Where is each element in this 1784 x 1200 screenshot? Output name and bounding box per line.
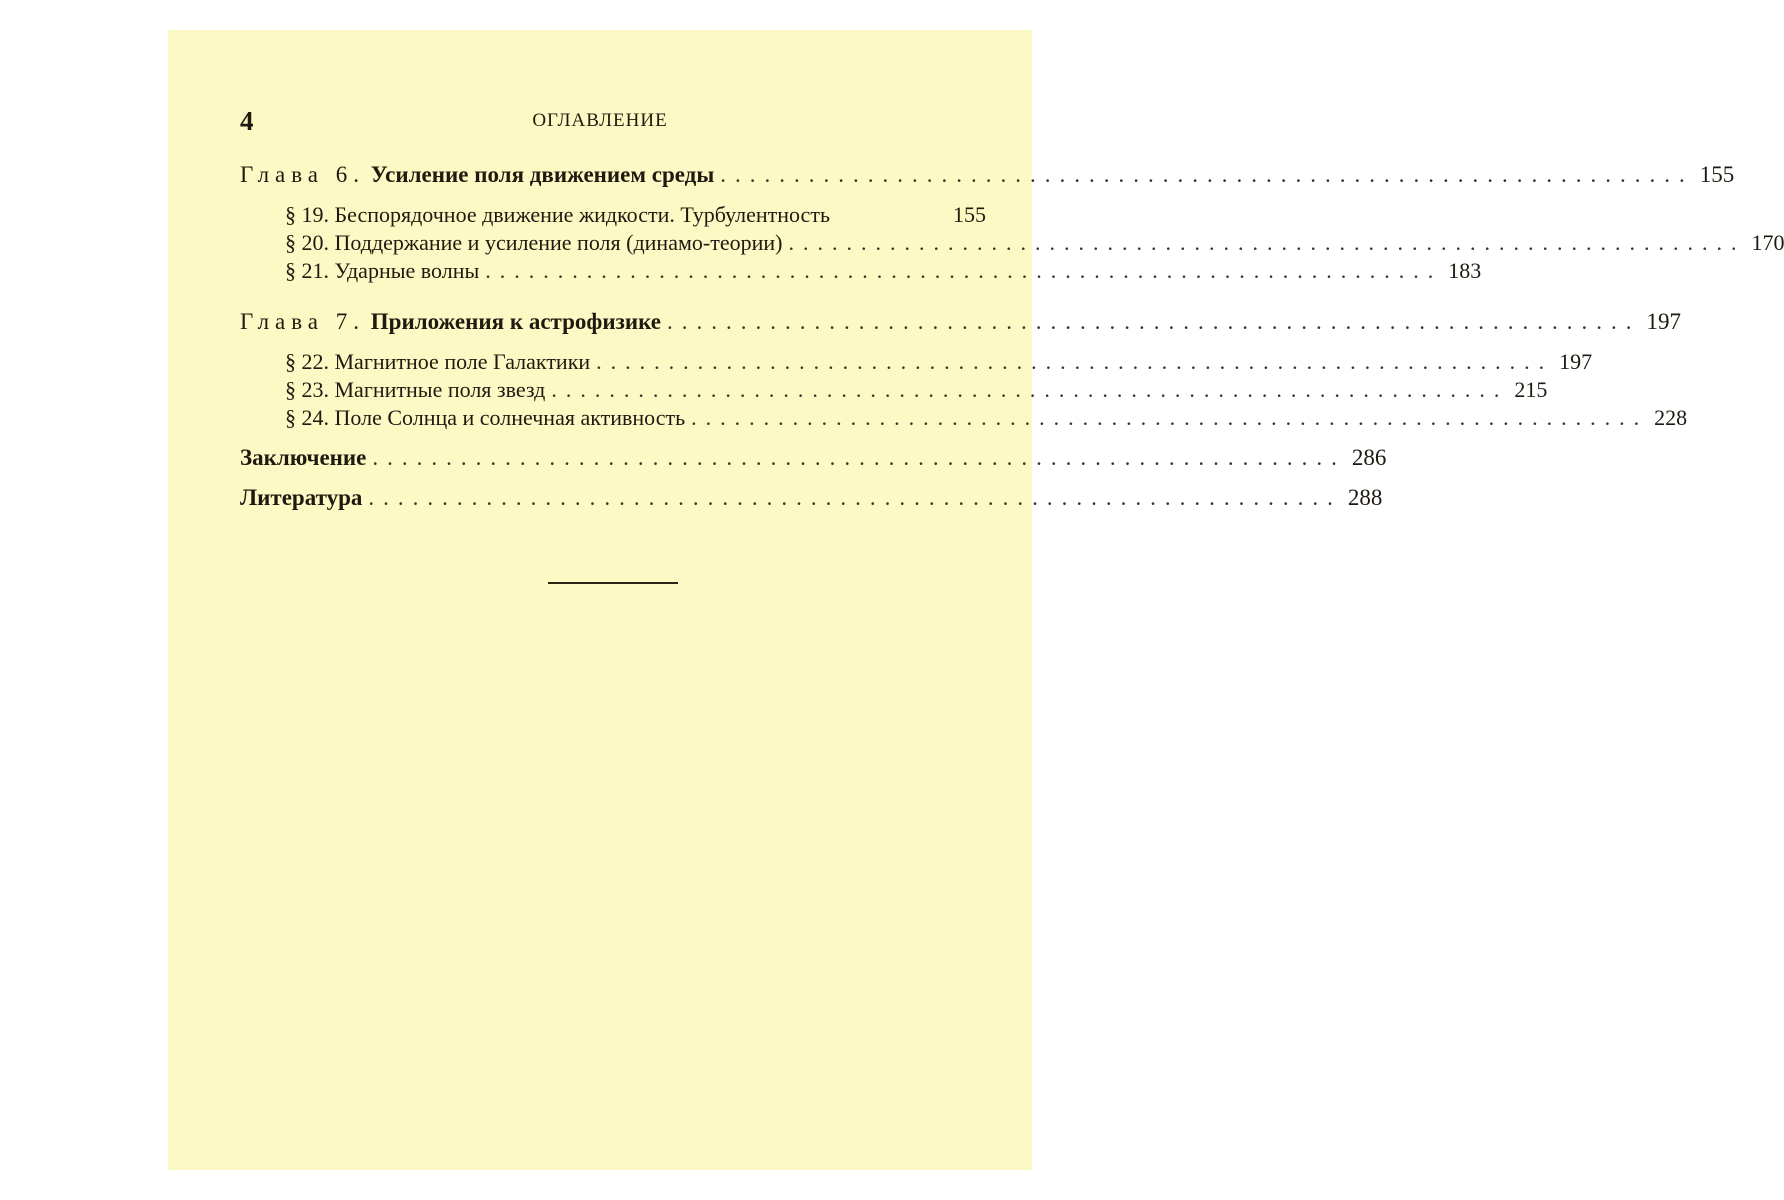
section-21-mark: § 21. [285,258,329,283]
running-head: ОГЛАВЛЕНИЕ [532,110,668,131]
section-23-page: 215 [1514,377,1548,402]
conclusion-title: Заключение [240,445,367,470]
toc-section-23[interactable] [285,376,1548,404]
section-24-page: 228 [1654,405,1688,430]
chapter-7-page: 197 [1646,309,1681,334]
conclusion-page: 286 [1351,445,1387,470]
section-19-page: 155 [953,202,986,227]
section-22-mark: § 22. [285,349,329,374]
section-23-mark: § 23. [285,377,329,402]
section-22-title: Магнитное поле Галактики [334,349,591,374]
section-20-page: 170 [1751,230,1784,255]
leader-dots: .................................................................. [485,258,1443,283]
toc-chapter-7[interactable] [240,308,1681,336]
toc-section-21[interactable] [285,257,1482,285]
toc-section-22[interactable] [285,348,1593,376]
section-21-page: 183 [1448,258,1482,283]
leader-dots: .................................................................. [691,405,1649,430]
chapter-6-title: Усиление поля движением среды [370,162,715,187]
section-19-mark: § 19. [285,202,329,227]
end-rule-divider [548,582,678,584]
leader-dots: .................................................................. [372,445,1346,470]
section-20-title: Поддержание и усиление поля (динамо-теории) [334,230,783,255]
book-page [168,30,1784,1170]
section-23-title: Магнитные поля звезд [334,377,546,402]
page-number: 4 [240,106,254,136]
section-21-title: Ударные волны [334,258,480,283]
leader-dots: .................................................................. [720,162,1694,187]
leader-dots: .................................................................. [368,485,1342,510]
chapter-7-label: Глава 7. [240,309,366,334]
chapter-6-page: 155 [1699,162,1735,187]
leader-dots: .................................................................. [666,309,1641,334]
leader-dots: .................................................................. [596,349,1554,374]
toc-section-19[interactable] [285,201,986,229]
toc-conclusion[interactable] [240,444,1387,472]
section-20-mark: § 20. [285,230,329,255]
leader-dots: .................................................................. [551,377,1509,402]
section-24-title: Поле Солнца и солнечная активность [334,405,686,430]
section-24-mark: § 24. [285,405,329,430]
toc-section-20[interactable] [285,229,1784,257]
section-22-page: 197 [1559,349,1593,374]
toc-literature[interactable] [240,484,1383,512]
leader-dots: .................................................................. [788,230,1746,255]
literature-page: 288 [1347,485,1383,510]
chapter-7-title: Приложения к астрофизике [370,309,661,334]
toc-section-24[interactable] [285,404,1688,432]
toc-chapter-6[interactable] [240,161,1735,189]
section-19-title: Беспорядочное движение жидкости. Турбулентность [334,202,830,227]
chapter-6-label: Глава 6. [240,162,366,187]
literature-title: Литература [240,485,363,510]
